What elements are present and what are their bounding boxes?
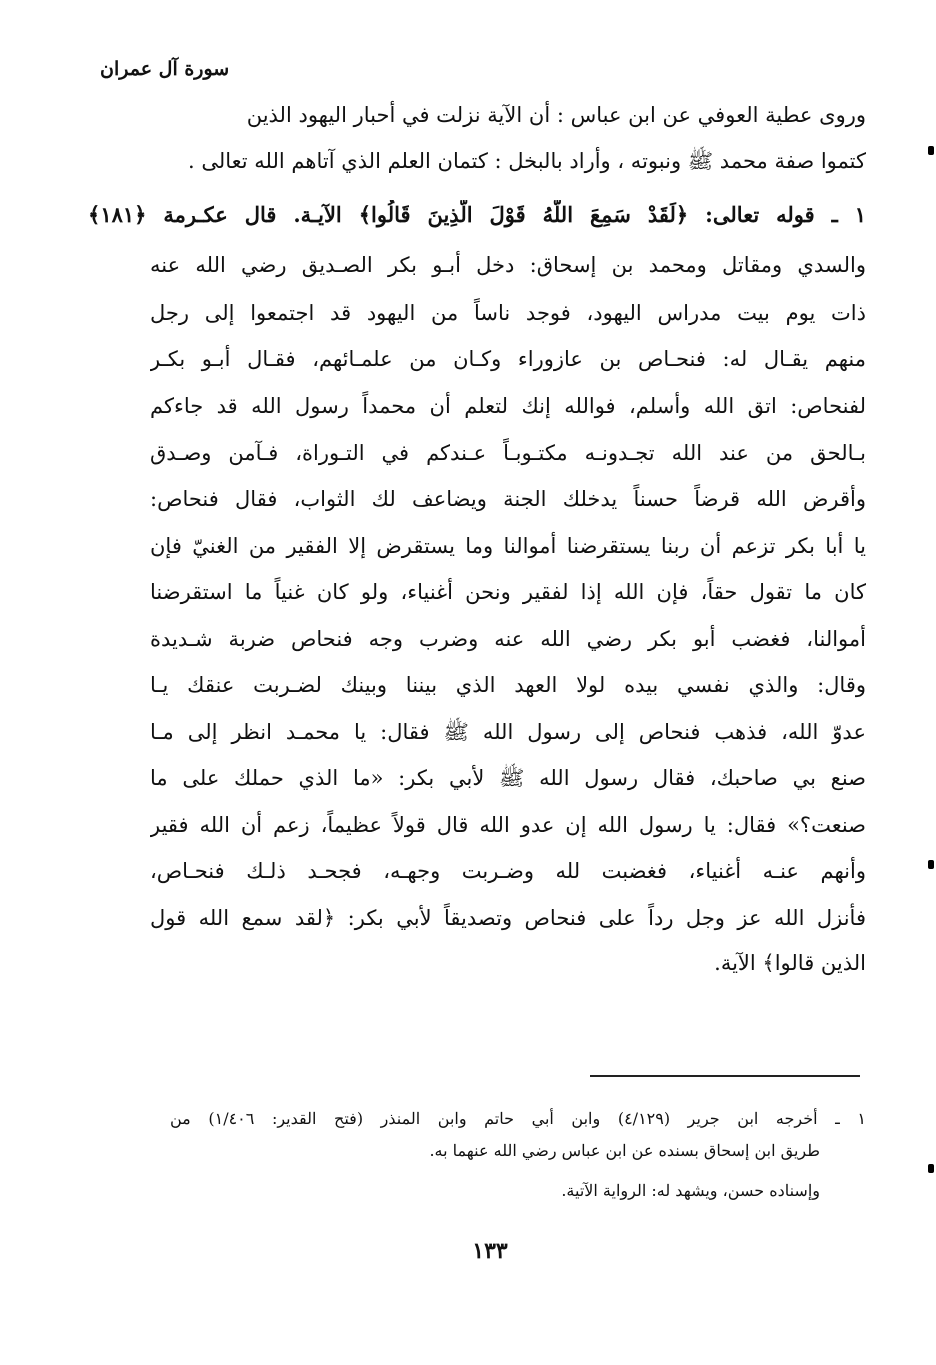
footnote-line: طريق ابن إسحاق بسنده عن ابن عباس رضي الله عنهما به.	[429, 1141, 820, 1160]
intro-line-1: وروى عطية العوفي عن ابن عباس : أن الآية نزلت في أحبار اليهود الذين	[246, 103, 866, 127]
page-number: ١٣٣	[472, 1238, 508, 1264]
margin-mark	[928, 146, 934, 155]
footnote-separator	[590, 1075, 860, 1077]
body-line: وأقرض الله قرضاً حسناً يدخلك الجنة ويضاعف لك الثواب، فقال فنحاص:	[150, 487, 866, 511]
body-line: أموالنا، فغضب أبو بكر رضي الله عنه وضرب وجه فنحاص ضربة شـديدة	[150, 627, 866, 651]
body-line: فأنزل الله عز وجل رداً على فنحاص وتصديقاً لأبي بكر: ﴿لقد سمع الله قول	[150, 906, 866, 930]
body-line: صنعت؟» فقال: يا رسول الله إن عدو الله قال قولاً عظيماً، زعم أن الله فقير	[150, 813, 866, 837]
body-line: والسدي ومقاتل ومحمد بن إسحاق: دخل أبـو بكر الصـديق رضي الله عنه	[150, 253, 866, 277]
body-line: بـالحق من عند الله تجـدونـه مكتـوبـاً عـندكم في التـوراة، فـآمن وصـدق	[150, 441, 866, 465]
body-line: الذين قالوا﴾ الآية.	[714, 951, 866, 975]
margin-mark	[928, 860, 934, 869]
margin-mark	[928, 1164, 934, 1173]
body-line: وأنهم عنـه أغنياء، فغضبت لله وضـربت وجهـه، فجحـد ذلـك فنحـاص،	[150, 859, 866, 883]
body-line: لفنحاص: اتق الله وأسلم، فوالله إنك لتعلم أن محمداً رسول الله قد جاءكم	[150, 394, 866, 418]
body-line: صنع بي صاحبك، فقال رسول الله ﷺ لأبي بكر: «ما الذي حملك على ما	[150, 766, 866, 790]
body-line: كان ما تقول حقاً، فإن الله إذا لفقير ونحن أغنياء، ولو كان غنياً ما استقرضنا	[150, 580, 866, 604]
intro-line-2: كتموا صفة محمد ﷺ ونبوته ، وأراد بالبخل : كتمان العلم الذي آتاهم الله تعالى .	[187, 149, 866, 173]
running-header-surah-title: سورة آل عمران	[100, 58, 230, 80]
section-heading: ١ ـ قوله تعالى: ﴿لَقَدْ سَمِعَ اللَّهُ قَوْلَ الَّذِينَ قَالُوا﴾ الآيـة. قال عكـرمة ﴿١٨١﴾	[88, 202, 866, 227]
body-line: يا أبا بكر تزعم أن ربنا يستقرضنا أموالنا وما يستقرض إلا الفقير من الغنيّ فإن	[150, 534, 866, 558]
footnote-line: ١ ـ أخرجه ابن جرير (٤/١٢٩) وابن أبي حاتم وابن المنذر (فتح القدير: ١/٤٠٦) من	[170, 1109, 866, 1128]
body-line: عدوّ الله، فذهب فنحاص إلى رسول الله ﷺ فقال: يا محمـد انظر إلى مـا	[150, 720, 866, 744]
body-line: منهم يقـال له: فنحـاص بن عازوراء وكـان من علمـائهم، فقـال أبـو بكـر	[150, 347, 866, 371]
footnote-line: وإسناده حسن، ويشهد له: الرواية الآتية.	[561, 1181, 820, 1200]
body-line: وقال: والذي نفسي بيده لولا العهد الذي بيننا وبينك لضـربت عنقك يـا	[150, 673, 866, 697]
body-line: ذات يوم بيت مدراس اليهود، فوجد ناساً من اليهود قد اجتمعوا إلى رجل	[150, 301, 866, 325]
